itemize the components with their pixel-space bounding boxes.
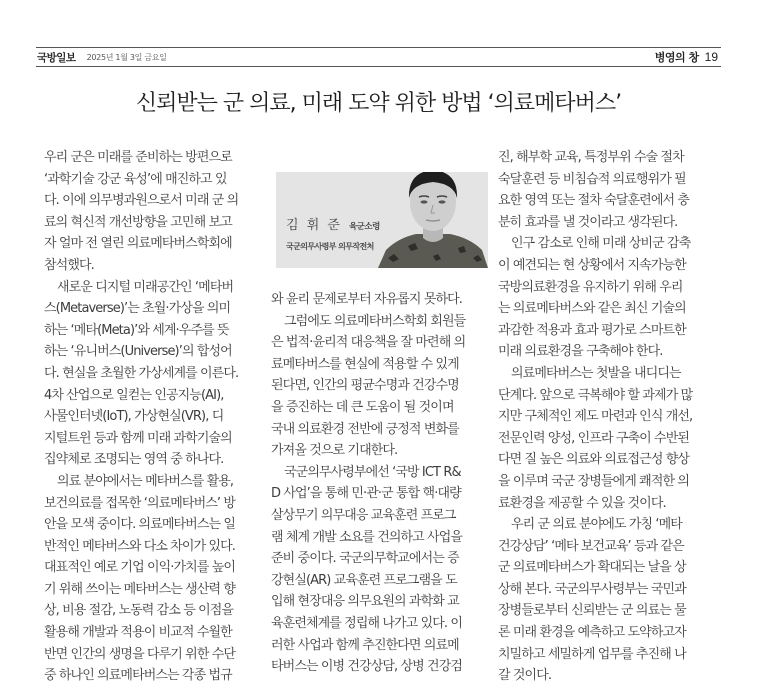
body-text-line: 우리 군은 미래를 준비하는 방편으로 bbox=[44, 150, 232, 165]
body-text-line: 국방의료환경을 유지하기 위해 우리 bbox=[498, 279, 683, 295]
body-text-line: 전문인력 양성, 인프라 구축이 수반된 bbox=[498, 430, 690, 446]
body-text-line: 과감한 적용과 효과 평가로 스마트한 bbox=[498, 322, 686, 338]
body-text-line: 참석했다. bbox=[44, 257, 94, 273]
body-text-line: 의료메타버스는 첫발을 내디디는 bbox=[511, 365, 681, 381]
body-text-line: D 사업’을 통해 민·관·군 통합 핵·대량 bbox=[271, 486, 461, 502]
body-text-line: 램 체계 개발 소요를 건의하고 사업을 bbox=[271, 529, 463, 545]
body-text-line: 는 의료메타버스와 같은 최신 기술의 bbox=[498, 301, 686, 317]
body-text-line: 새로운 디지털 미래공간인 ‘메타버 bbox=[57, 279, 234, 295]
body-text-line: 자 얼마 전 열린 의료메타버스학회에 bbox=[44, 236, 232, 252]
body-text-line: 진, 해부학 교육, 특정부위 수술 절차 bbox=[498, 150, 684, 165]
paper-name: 국방일보 bbox=[37, 51, 76, 64]
body-text-line: 을 증진하는 데 큰 도움이 될 것이며 bbox=[271, 399, 454, 415]
article-column-3 bbox=[498, 147, 718, 687]
body-text-line: 국내 의료환경 전반에 긍정적 변화를 bbox=[271, 421, 459, 437]
body-text-line: 군 의료메타버스가 확대되는 날을 상 bbox=[498, 560, 686, 576]
body-text-line: 료메타버스를 현실에 적용할 수 있게 bbox=[271, 356, 459, 372]
body-text-line: 반면 인간의 생명을 다루기 위한 수단 bbox=[44, 646, 236, 662]
body-text-line: 갈 것이다. bbox=[498, 668, 552, 684]
body-text-line: 을 이루며 국군 장병들에게 쾌적한 의 bbox=[498, 473, 690, 489]
article-column-2 bbox=[271, 289, 491, 678]
body-text-line: 기 위해 쓰이는 메타버스는 생산력 향 bbox=[44, 581, 236, 597]
body-text-line: 된다면, 인간의 평균수명과 건강수명 bbox=[271, 378, 459, 394]
body-text-line: 입해 현장대응 의무요원의 과학화 교 bbox=[271, 594, 459, 610]
body-text-line: 보건의료를 접목한 ‘의료메타버스’ 방 bbox=[44, 495, 236, 511]
body-text-line: 요한 영역 또는 절차 숙달훈련에서 충 bbox=[498, 193, 690, 209]
header-top-rule bbox=[36, 47, 721, 48]
author-rank: 육군소령 bbox=[348, 222, 380, 232]
body-text-line: 활용해 개발과 적용이 비교적 수월한 bbox=[44, 625, 232, 641]
body-text-line: 살상무기 의무대응 교육훈련 프로그 bbox=[271, 507, 456, 523]
body-text-line: 다. 이에 의무병과원으로서 미래 군 의 bbox=[44, 193, 239, 209]
body-text-line: 인구 감소로 인해 미래 상비군 감축 bbox=[511, 236, 691, 252]
section-header bbox=[655, 49, 718, 65]
body-text-line: 우리 군 의료 분야에도 가칭 ‘메타 bbox=[511, 517, 682, 533]
author-box bbox=[276, 172, 488, 268]
body-text-line: 집약체로 조명되는 영역 중 하나다. bbox=[44, 452, 224, 468]
author-info bbox=[286, 214, 380, 252]
body-text-line: 준비 중이다. 국군의무학교에서는 증 bbox=[271, 551, 459, 567]
body-text-line: 은 법적·윤리적 대응책을 잘 마련해 의 bbox=[271, 335, 466, 351]
article-headline: 신뢰받는 군 의료, 미래 도약 위한 방법 ‘의료메타버스’ bbox=[135, 91, 622, 116]
body-text-line: 그럼에도 의료메타버스학회 회원들 bbox=[284, 313, 466, 329]
body-text-line: 지털트윈 등과 함께 미래 과학기술의 bbox=[44, 430, 232, 446]
page-number: 19 bbox=[704, 50, 718, 64]
body-text-line: 건강상담’ ‘메타 보건교육’ 등과 같은 bbox=[498, 538, 684, 554]
author-unit: 국군의무사령부 의무작전처 bbox=[286, 242, 374, 251]
body-text-line: 단계다. 앞으로 극복해야 할 과제가 많 bbox=[498, 387, 693, 403]
issue-date: 2025년 1월 3일 금요일 bbox=[86, 52, 167, 62]
body-text-line: 숙달훈련 등 비침습적 의료행위가 필 bbox=[498, 171, 686, 187]
body-text-line: 다. 현실을 초월한 가상세계를 이른다. bbox=[44, 365, 239, 381]
body-text-line: 장병들로부터 신뢰받는 군 의료는 물 bbox=[498, 603, 686, 619]
header-bottom-rule bbox=[36, 66, 721, 67]
body-text-line: 4차 산업으로 일컫는 인공지능(AI), bbox=[44, 387, 224, 403]
body-text-line: 국군의무사령부에선 ‘국방 ICT R& bbox=[284, 464, 461, 480]
body-text-line: 타버스는 이병 건강상담, 상병 건강검 bbox=[271, 659, 463, 675]
body-text-line: 하는 ‘메타(Meta)’와 세계·우주를 뜻 bbox=[44, 322, 229, 338]
body-text-line: 대표적인 예로 기업 이익·가치를 높이 bbox=[44, 560, 236, 576]
body-text-line: 가져올 것으로 기대한다. bbox=[271, 443, 398, 459]
body-text-line: 안을 모색 중이다. 의료메타버스는 일 bbox=[44, 517, 236, 533]
author-name: 김 휘 준 bbox=[286, 218, 342, 233]
body-text-line: 분히 효과를 낼 것이라고 생각된다. bbox=[498, 214, 678, 230]
body-text-line: 와 윤리 문제로부터 자유롭지 못하다. bbox=[271, 292, 463, 307]
body-text-line: 이 예견되는 현 상황에서 지속가능한 bbox=[498, 257, 686, 273]
body-text-line: 료의 혁신적 개선방향을 고민해 보고 bbox=[44, 214, 232, 230]
author-portrait-photo bbox=[378, 172, 488, 268]
body-text-line: ‘과학기술 강군 육성’에 매진하고 있 bbox=[44, 171, 227, 187]
body-text-line: 의료 분야에서는 메타버스를 활용, bbox=[57, 473, 234, 489]
body-text-line: 다면 질 높은 의료와 의료접근성 향상 bbox=[498, 452, 690, 468]
article-column-1 bbox=[44, 147, 264, 687]
body-text-line: 상, 비용 절감, 노동력 감소 등 이점을 bbox=[44, 603, 234, 619]
body-text-line: 러한 사업과 함께 추진한다면 의료메 bbox=[271, 637, 459, 653]
body-text-line: 론 미래 환경을 예측하고 도약하고자 bbox=[498, 625, 686, 641]
masthead bbox=[37, 49, 167, 65]
body-text-line: 스(Metaverse)’는 초월·가상을 의미 bbox=[44, 301, 231, 317]
section-name: 병영의 창 bbox=[654, 51, 699, 64]
body-text-line: 하는 ‘유니버스(Universe)’의 합성어 bbox=[44, 344, 232, 360]
body-text-line: 반적인 메타버스와 다소 차이가 있다. bbox=[44, 538, 236, 554]
body-text-line: 사물인터넷(IoT), 가상현실(VR), 디 bbox=[44, 409, 224, 425]
body-text-line: 료환경을 제공할 수 있을 것이다. bbox=[498, 495, 666, 511]
body-text-line: 상해 본다. 국군의무사령부는 국민과 bbox=[498, 581, 686, 597]
body-text-line: 치밀하고 세밀하게 업무를 추진해 나 bbox=[498, 646, 686, 662]
body-text-line: 육훈련체계를 정립해 나가고 있다. 이 bbox=[271, 615, 463, 631]
body-text-line: 중 하나인 의료메타버스는 각종 법규 bbox=[44, 668, 232, 684]
body-text-line: 강현실(AR) 교육훈련 프로그램을 도 bbox=[271, 572, 457, 588]
body-text-line: 미래 의료환경을 구축해야 한다. bbox=[498, 344, 663, 360]
body-text-line: 지만 구체적인 제도 마련과 인식 개선, bbox=[498, 409, 693, 425]
